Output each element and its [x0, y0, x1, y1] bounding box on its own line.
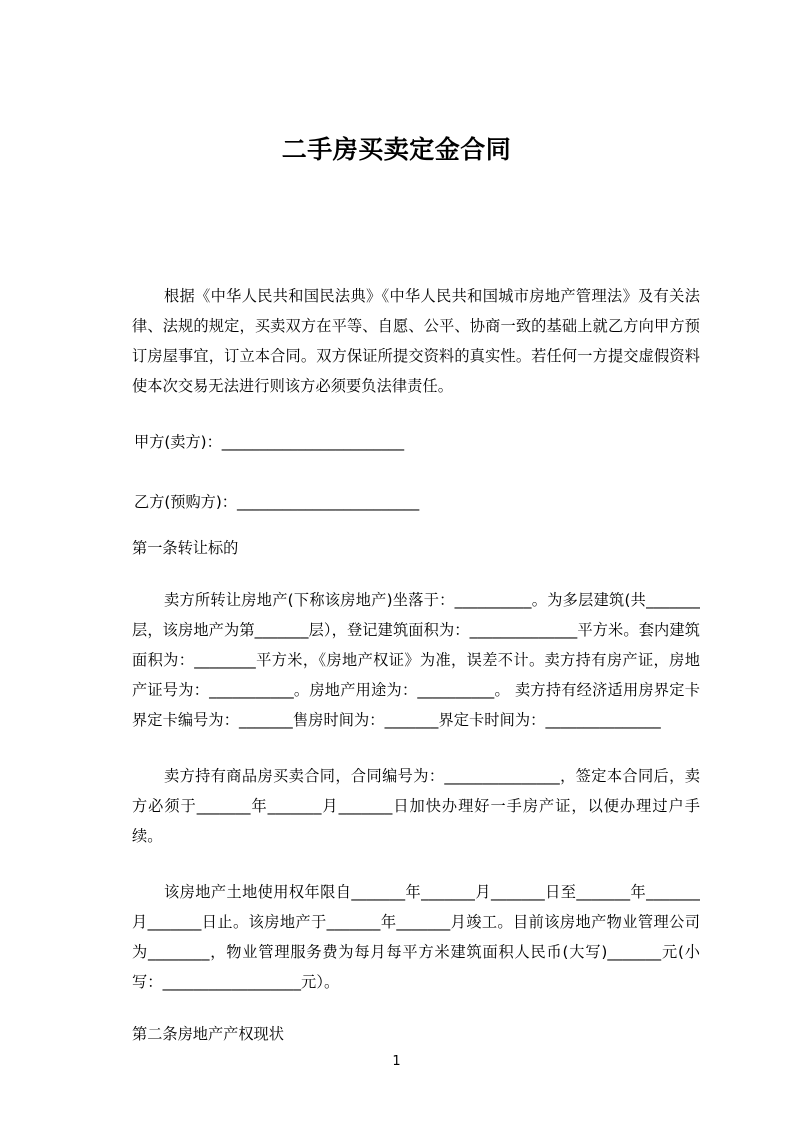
spacer — [132, 735, 700, 761]
article-one-landuse-paragraph: 该房地产土地使用权年限自_______年_______月_______日至_______年_______月_______日止。该房地产于_______年_______月竣工。目前该房地产物业管理公司为________，物业管理服务费为每月每平方米建筑面积人民币(大写)_______元(小写：__________________元）。 — [132, 883, 700, 991]
document-body — [132, 281, 700, 1049]
spacer — [132, 517, 700, 533]
spacer — [132, 457, 700, 487]
spacer — [132, 401, 700, 427]
article-one-subject-paragraph: 卖方所转让房地产(下称该房地产)坐落于：__________。为多层建筑(共_______层，该房地产为第_______层），登记建筑面积为：______________平方米。套内建筑面积为：________平方米，《房地产权证》为准，误差不计。卖方持有房产证，房地产证号为：___________。房地产用途为：__________。 卖方持有经济适用房界定卡界定卡编号为：_______售房时间为：_______界定卡时间为：_______________ — [132, 591, 700, 729]
spacer — [132, 563, 700, 585]
party-a-field: 甲方(卖方)：________________________ — [134, 433, 405, 451]
page-title: 二手房买卖定金合同 — [281, 135, 512, 164]
spacer — [132, 997, 700, 1019]
preamble-paragraph: 根据《中华人民共和国民法典》《中华人民共和国城市房地产管理法》及有关法律、法规的规定，买卖双方在平等、自愿、公平、协商一致的基础上就乙方向甲方预订房屋事宜，订立本合同。双方保证所提交资料的真实性。若任何一方提交虚假资料使本次交易无法进行则该方必须要负法律责任。 — [132, 287, 700, 395]
article-one-heading: 第一条转让标的 — [132, 539, 239, 557]
article-one-contract-paragraph: 卖方持有商品房买卖合同，合同编号为：_______________，签定本合同后，卖方必须于_______年_______月_______日加快办理好一手房产证，以便办理过户手续。 — [132, 767, 700, 845]
party-b-field: 乙方(预购方)：________________________ — [134, 493, 420, 511]
page-number: 1 — [392, 1054, 401, 1069]
article-two-heading: 第二条房地产产权现状 — [132, 1025, 284, 1043]
spacer — [132, 851, 700, 877]
